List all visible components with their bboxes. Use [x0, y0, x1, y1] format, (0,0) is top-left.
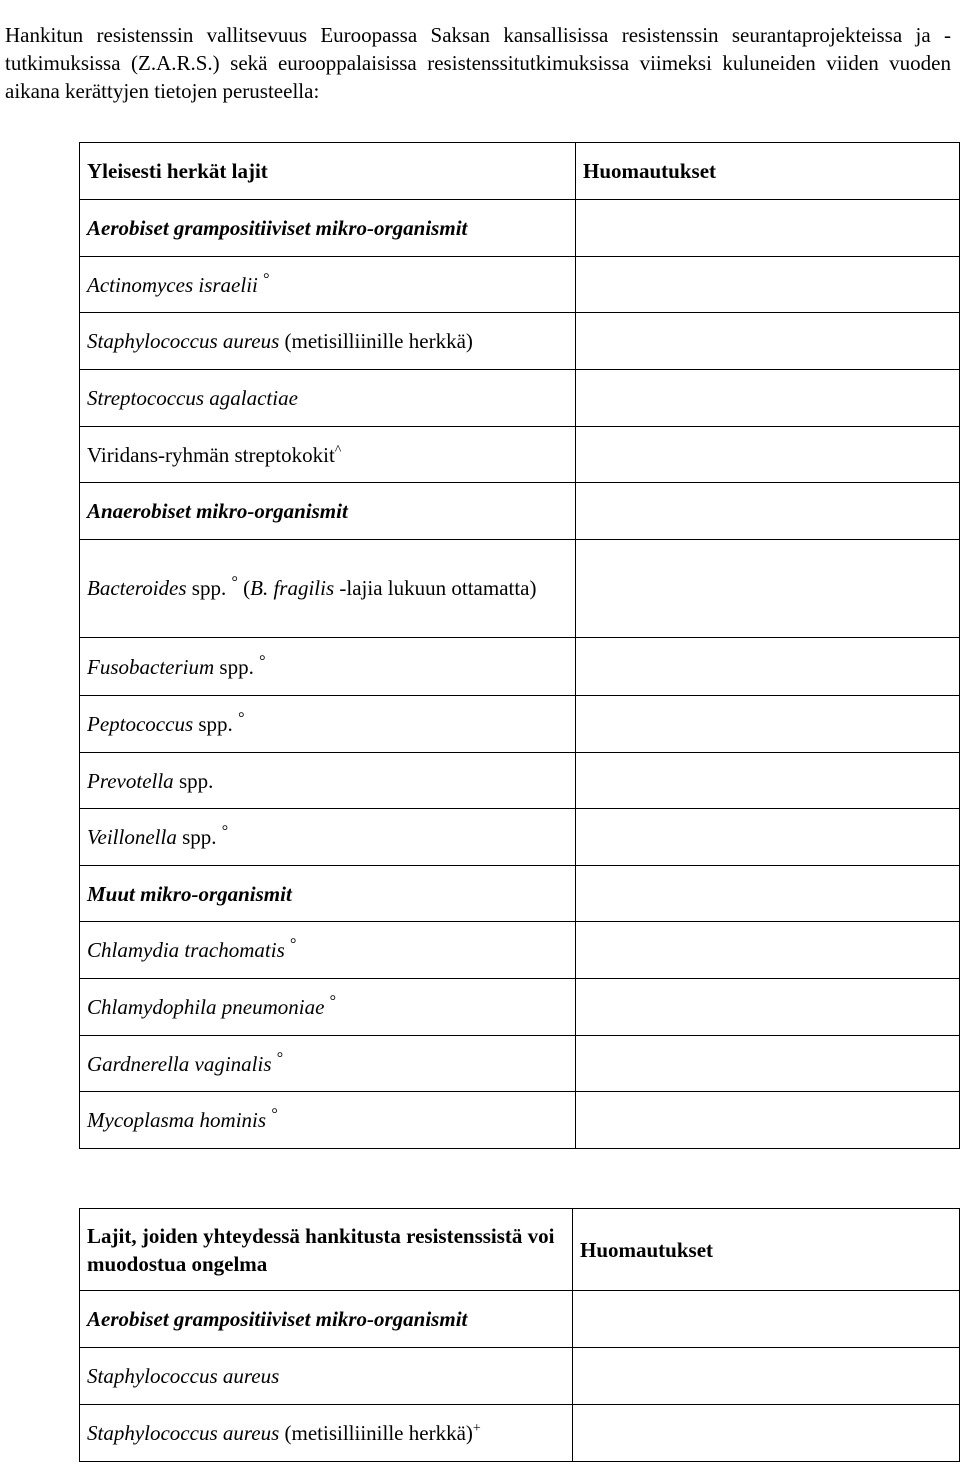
- species-cell: Bacteroides spp. ° (B. fragilis -lajia lukuun ottamatta): [80, 540, 576, 638]
- category-row: [80, 866, 960, 922]
- table-header-row: [80, 1209, 960, 1291]
- notes-cell: [576, 1092, 960, 1149]
- notes-cell: [576, 313, 960, 370]
- header-species: Yleisesti herkät lajit: [80, 143, 576, 200]
- table-row: [80, 1405, 960, 1462]
- species-cell: Mycoplasma hominis °: [80, 1092, 576, 1149]
- category-row: [80, 200, 960, 257]
- resistance-problem-table: [79, 1208, 960, 1462]
- table-row: [80, 1348, 960, 1405]
- notes-cell: [576, 922, 960, 979]
- notes-cell: [576, 979, 960, 1036]
- table-row: [80, 753, 960, 809]
- notes-cell: [576, 483, 960, 540]
- notes-cell: [576, 809, 960, 866]
- table-row: [80, 809, 960, 866]
- header-species: Lajit, joiden yhteydessä hankitusta resistenssistä voi muodostua ongelma: [80, 1209, 573, 1291]
- table-header-row: [80, 143, 960, 200]
- species-cell: Chlamydophila pneumoniae °: [80, 979, 576, 1036]
- species-cell: Staphylococcus aureus: [80, 1348, 573, 1405]
- category-aerobic-gram-positive: Aerobiset grampositiiviset mikro-organismit: [80, 1291, 573, 1348]
- notes-cell: [576, 540, 960, 638]
- category-other: Muut mikro-organismit: [80, 866, 576, 922]
- table-row: [80, 313, 960, 370]
- susceptible-species-table: [79, 142, 960, 1149]
- species-cell: Chlamydia trachomatis °: [80, 922, 576, 979]
- table-row: [80, 1092, 960, 1149]
- intro-paragraph: Hankitun resistenssin vallitsevuus Euroopassa Saksan kansallisissa resistenssin seurantaprojekteissa ja -tutkimuksissa (Z.A.R.S.) sekä eurooppalaisissa resistenssitutkimuksissa viimeksi kuluneiden viiden vuoden aikana kerättyjen tietojen perusteella:: [5, 23, 951, 103]
- species-cell: Streptococcus agalactiae: [80, 370, 576, 427]
- notes-cell: [576, 696, 960, 753]
- species-cell: Staphylococcus aureus (metisilliinille herkkä)+: [80, 1405, 573, 1462]
- category-row: [80, 1291, 960, 1348]
- table-row: [80, 257, 960, 313]
- notes-cell: [573, 1291, 960, 1348]
- table-row: [80, 922, 960, 979]
- table-row: [80, 370, 960, 427]
- notes-cell: [576, 1036, 960, 1092]
- species-cell: Veillonella spp. °: [80, 809, 576, 866]
- category-row: [80, 483, 960, 540]
- notes-cell: [576, 866, 960, 922]
- notes-cell: [573, 1348, 960, 1405]
- species-cell: Fusobacterium spp. °: [80, 638, 576, 696]
- species-cell: Staphylococcus aureus (metisilliinille herkkä): [80, 313, 576, 370]
- table-row: [80, 638, 960, 696]
- table-row: [80, 540, 960, 638]
- table-row: [80, 696, 960, 753]
- notes-cell: [576, 753, 960, 809]
- notes-cell: [576, 200, 960, 257]
- species-cell: Actinomyces israelii °: [80, 257, 576, 313]
- notes-cell: [576, 257, 960, 313]
- category-anaerobic: Anaerobiset mikro-organismit: [80, 483, 576, 540]
- header-notes: Huomautukset: [573, 1209, 960, 1291]
- notes-cell: [576, 370, 960, 427]
- table-row: [80, 427, 960, 483]
- species-cell: Prevotella spp.: [80, 753, 576, 809]
- notes-cell: [576, 427, 960, 483]
- table-row: [80, 979, 960, 1036]
- table-row: [80, 1036, 960, 1092]
- category-aerobic-gram-positive: Aerobiset grampositiiviset mikro-organismit: [80, 200, 576, 257]
- notes-cell: [576, 638, 960, 696]
- species-cell: Gardnerella vaginalis °: [80, 1036, 576, 1092]
- notes-cell: [573, 1405, 960, 1462]
- species-cell: Viridans-ryhmän streptokokit^: [80, 427, 576, 483]
- species-cell: Peptococcus spp. °: [80, 696, 576, 753]
- header-notes: Huomautukset: [576, 143, 960, 200]
